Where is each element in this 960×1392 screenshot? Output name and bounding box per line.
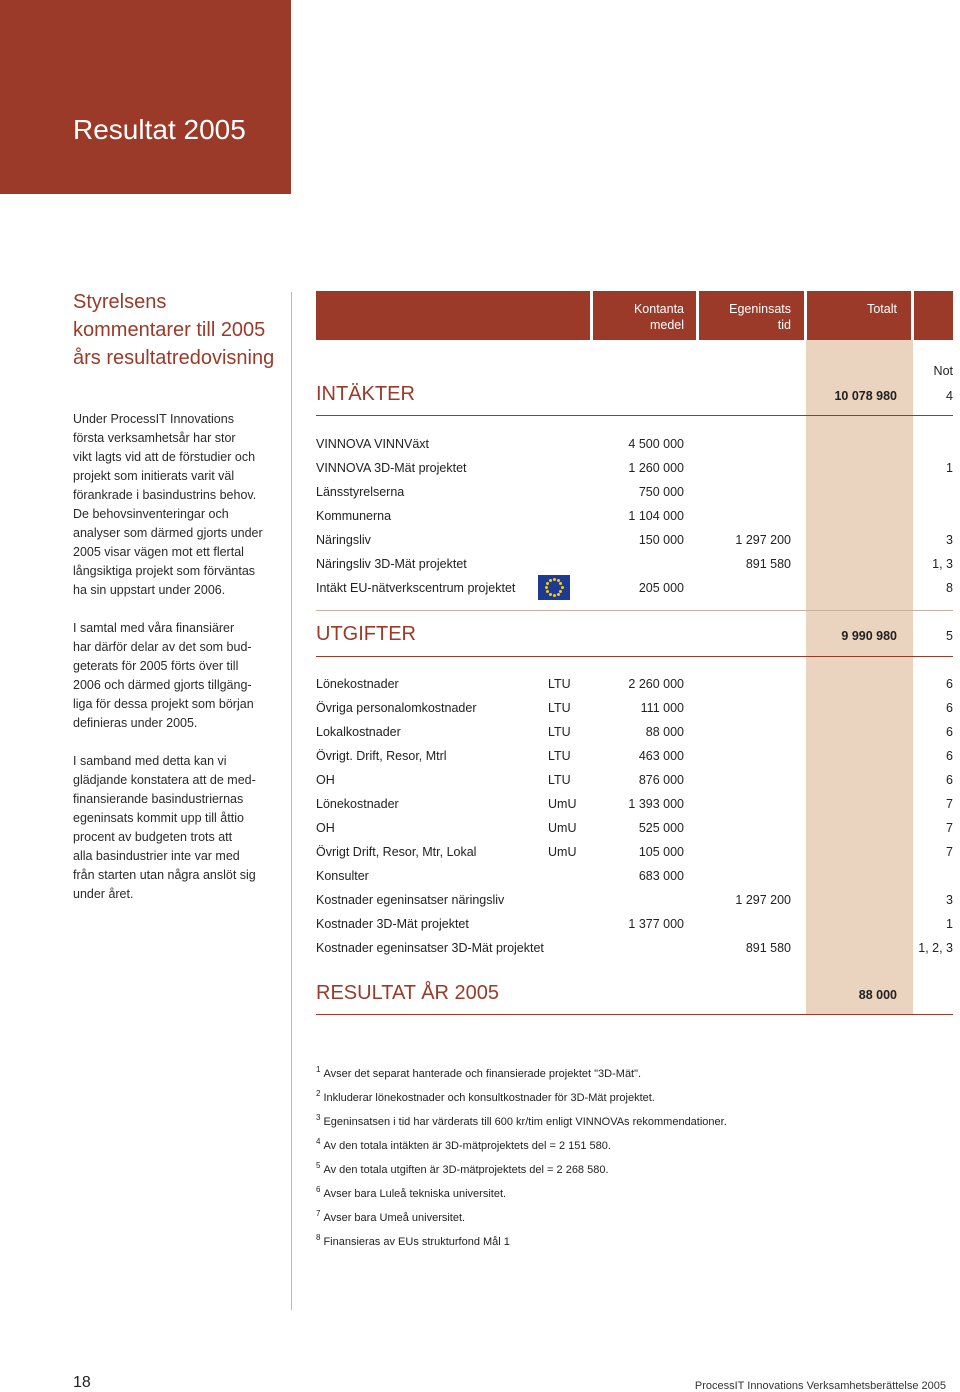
expenses-title: UTGIFTER [316, 623, 416, 645]
table-row [316, 456, 953, 480]
footnote-number: 3 [316, 1113, 321, 1122]
footnote-text: Av den totala utgiften är 3D-mätprojektets del = 2 268 580. [323, 1164, 609, 1176]
divider [316, 415, 953, 416]
row-label: OH [316, 821, 335, 835]
row-note: 7 [946, 821, 953, 835]
row-note: 1 [946, 917, 953, 931]
expenses-total: 9 990 980 [841, 629, 897, 643]
table-row [316, 480, 953, 504]
footnote-text: Egeninsatsen i tid har värderats till 600 kr/tim enligt VINNOVAs rekommendationer. [323, 1116, 727, 1128]
row-cash: 111 000 [640, 701, 684, 715]
footnote-text: Av den totala intäkten är 3D-mätprojektets del = 2 151 580. [323, 1140, 611, 1152]
footnote-text: Avser det separat hanterade och finansierade projektet "3D-Mät". [323, 1068, 642, 1080]
footnote-number: 7 [316, 1209, 321, 1218]
row-label: Kostnader egeninsatser näringsliv [316, 893, 505, 907]
table-row [316, 912, 953, 936]
paragraph: I samtal med våra finansiärer har därför delar av det som bud- geterats för 2005 förts över till 2006 och därmed gjorts tillgäng- liga för dessa projekt som början definieras under 2005. [73, 621, 254, 730]
table-row [316, 672, 953, 696]
result-title: RESULTAT ÅR 2005 [316, 982, 500, 1004]
header-total: Totalt [867, 302, 897, 316]
footnote [316, 1058, 727, 1082]
table-row [316, 816, 953, 840]
row-label: Lönekostnader [316, 677, 399, 691]
result-total: 88 000 [858, 988, 897, 1002]
table-row [316, 504, 953, 528]
paragraph: Under ProcessIT Innovations första verksamhetsår har stor vikt lagts vid att de förstudier och projekt som initierats varit väl förankrade i basindustrins behov. De behovsinventeringar och analyser som därmed gjorts under 2005 visar vägen mot ett flertal långsiktiga projekt som förväntas ha sin uppstart under 2006. [73, 412, 263, 597]
divider [316, 656, 953, 657]
row-own-time: 891 580 [745, 557, 791, 571]
row-cash: 750 000 [638, 485, 684, 499]
table-row [316, 888, 953, 912]
footnote [316, 1202, 727, 1226]
paragraph: I samband med detta kan vi glädjande konstatera att de med- finansierande basindustriernas egeninsats kommit upp till åttio procent av budgeten trots att alla basindustrier inte var med från starten utan några anslöt sig under året. [73, 754, 256, 901]
footnote [316, 1226, 727, 1250]
row-unit: UmU [548, 845, 577, 859]
row-cash: 525 000 [638, 821, 684, 835]
row-unit: LTU [548, 677, 571, 691]
divider [316, 610, 953, 611]
table-row [316, 792, 953, 816]
table-row [316, 576, 953, 600]
row-unit: LTU [548, 773, 571, 787]
row-unit: LTU [548, 701, 571, 715]
row-note: 1 [946, 461, 953, 475]
row-label: Övriga personalomkostnader [316, 701, 477, 715]
row-cash: 1 377 000 [628, 917, 684, 931]
footnote [316, 1154, 727, 1178]
row-cash: 1 393 000 [628, 797, 684, 811]
footnote-text: Avser bara Luleå tekniska universitet. [323, 1188, 507, 1200]
row-note: 7 [946, 797, 953, 811]
row-note: 6 [946, 677, 953, 691]
left-text [73, 410, 278, 923]
row-note: 8 [946, 581, 953, 595]
footnote-number: 6 [316, 1185, 321, 1194]
row-note: 1, 2, 3 [918, 941, 953, 955]
row-unit: UmU [548, 797, 577, 811]
row-label: Övrigt. Drift, Resor, Mtrl [316, 749, 447, 763]
row-unit: UmU [548, 821, 577, 835]
table-row [316, 696, 953, 720]
income-total: 10 078 980 [834, 389, 897, 403]
table-row [316, 720, 953, 744]
row-note: 3 [946, 533, 953, 547]
row-cash: 1 260 000 [628, 461, 684, 475]
row-note: 7 [946, 845, 953, 859]
row-note: 6 [946, 749, 953, 763]
header-cash: Kontanta medel [633, 302, 684, 332]
row-label: Näringsliv [316, 533, 371, 547]
footnotes [316, 1058, 727, 1250]
table-row [316, 744, 953, 768]
row-cash: 2 260 000 [628, 677, 684, 691]
row-note: 6 [946, 773, 953, 787]
row-cash: 4 500 000 [628, 437, 684, 451]
row-own-time: 1 297 200 [735, 893, 791, 907]
row-note: 6 [946, 701, 953, 715]
row-label: OH [316, 773, 335, 787]
row-cash: 150 000 [638, 533, 684, 547]
row-unit: LTU [548, 725, 571, 739]
title-block [0, 0, 291, 194]
header-own: Egeninsats tid [729, 302, 791, 332]
footnote [316, 1178, 727, 1202]
table-row [316, 552, 953, 576]
header-note: Not [933, 364, 953, 378]
row-own-time: 1 297 200 [735, 533, 791, 547]
footnote [316, 1082, 727, 1106]
row-label: Näringsliv 3D-Mät projektet [316, 557, 467, 571]
page-title: Resultat 2005 [73, 114, 246, 145]
row-note: 1, 3 [932, 557, 953, 571]
footnote-text: Inkluderar lönekostnader och konsultkostnader för 3D-Mät projektet. [323, 1092, 655, 1104]
row-label: Konsulter [316, 869, 369, 883]
row-note: 6 [946, 725, 953, 739]
table-row [316, 864, 953, 888]
row-label: Kommunerna [316, 509, 392, 523]
table-row [316, 432, 953, 456]
row-unit: LTU [548, 749, 571, 763]
eu-flag-icon [538, 575, 570, 600]
footnote [316, 1106, 727, 1130]
table-row [316, 768, 953, 792]
row-label: Intäkt EU-nätverkscentrum projektet [316, 581, 516, 595]
row-label: Kostnader egeninsatser 3D-Mät projektet [316, 941, 544, 955]
row-label: VINNOVA 3D-Mät projektet [316, 461, 467, 475]
table-row [316, 936, 953, 960]
footnote-number: 5 [316, 1161, 321, 1170]
table-row [316, 528, 953, 552]
row-cash: 463 000 [638, 749, 684, 763]
left-heading: Styrelsens kommentarer till 2005 års resultatredovisning [73, 291, 275, 369]
row-cash: 1 104 000 [628, 509, 684, 523]
footnote-number: 1 [316, 1065, 321, 1074]
footnote-number: 8 [316, 1233, 321, 1242]
row-label: Kostnader 3D-Mät projektet [316, 917, 469, 931]
row-label: Övrigt Drift, Resor, Mtr, Lokal [316, 845, 477, 859]
row-own-time: 891 580 [745, 941, 791, 955]
footnote [316, 1130, 727, 1154]
row-cash: 876 000 [638, 773, 684, 787]
row-label: Länsstyrelserna [316, 485, 405, 499]
row-cash: 683 000 [638, 869, 684, 883]
footnote-text: Finansieras av EUs strukturfond Mål 1 [323, 1236, 510, 1248]
footnote-text: Avser bara Umeå universitet. [323, 1212, 466, 1224]
divider [316, 1014, 953, 1015]
footnote-number: 2 [316, 1089, 321, 1098]
income-title: INTÄKTER [316, 383, 415, 405]
page-number: 18 [73, 1374, 91, 1391]
row-label: Lokalkostnader [316, 725, 401, 739]
table-row [316, 840, 953, 864]
expenses-note: 5 [946, 629, 953, 643]
footer-text: ProcessIT Innovations Verksamhetsberättelse 2005 [694, 1380, 946, 1392]
row-cash: 88 000 [645, 725, 684, 739]
column-divider [291, 292, 292, 1310]
income-note: 4 [946, 389, 953, 403]
row-label: Lönekostnader [316, 797, 399, 811]
row-note: 3 [946, 893, 953, 907]
row-label: VINNOVA VINNVäxt [316, 437, 429, 451]
row-cash: 105 000 [638, 845, 684, 859]
row-cash: 205 000 [638, 581, 684, 595]
footnote-number: 4 [316, 1137, 321, 1146]
